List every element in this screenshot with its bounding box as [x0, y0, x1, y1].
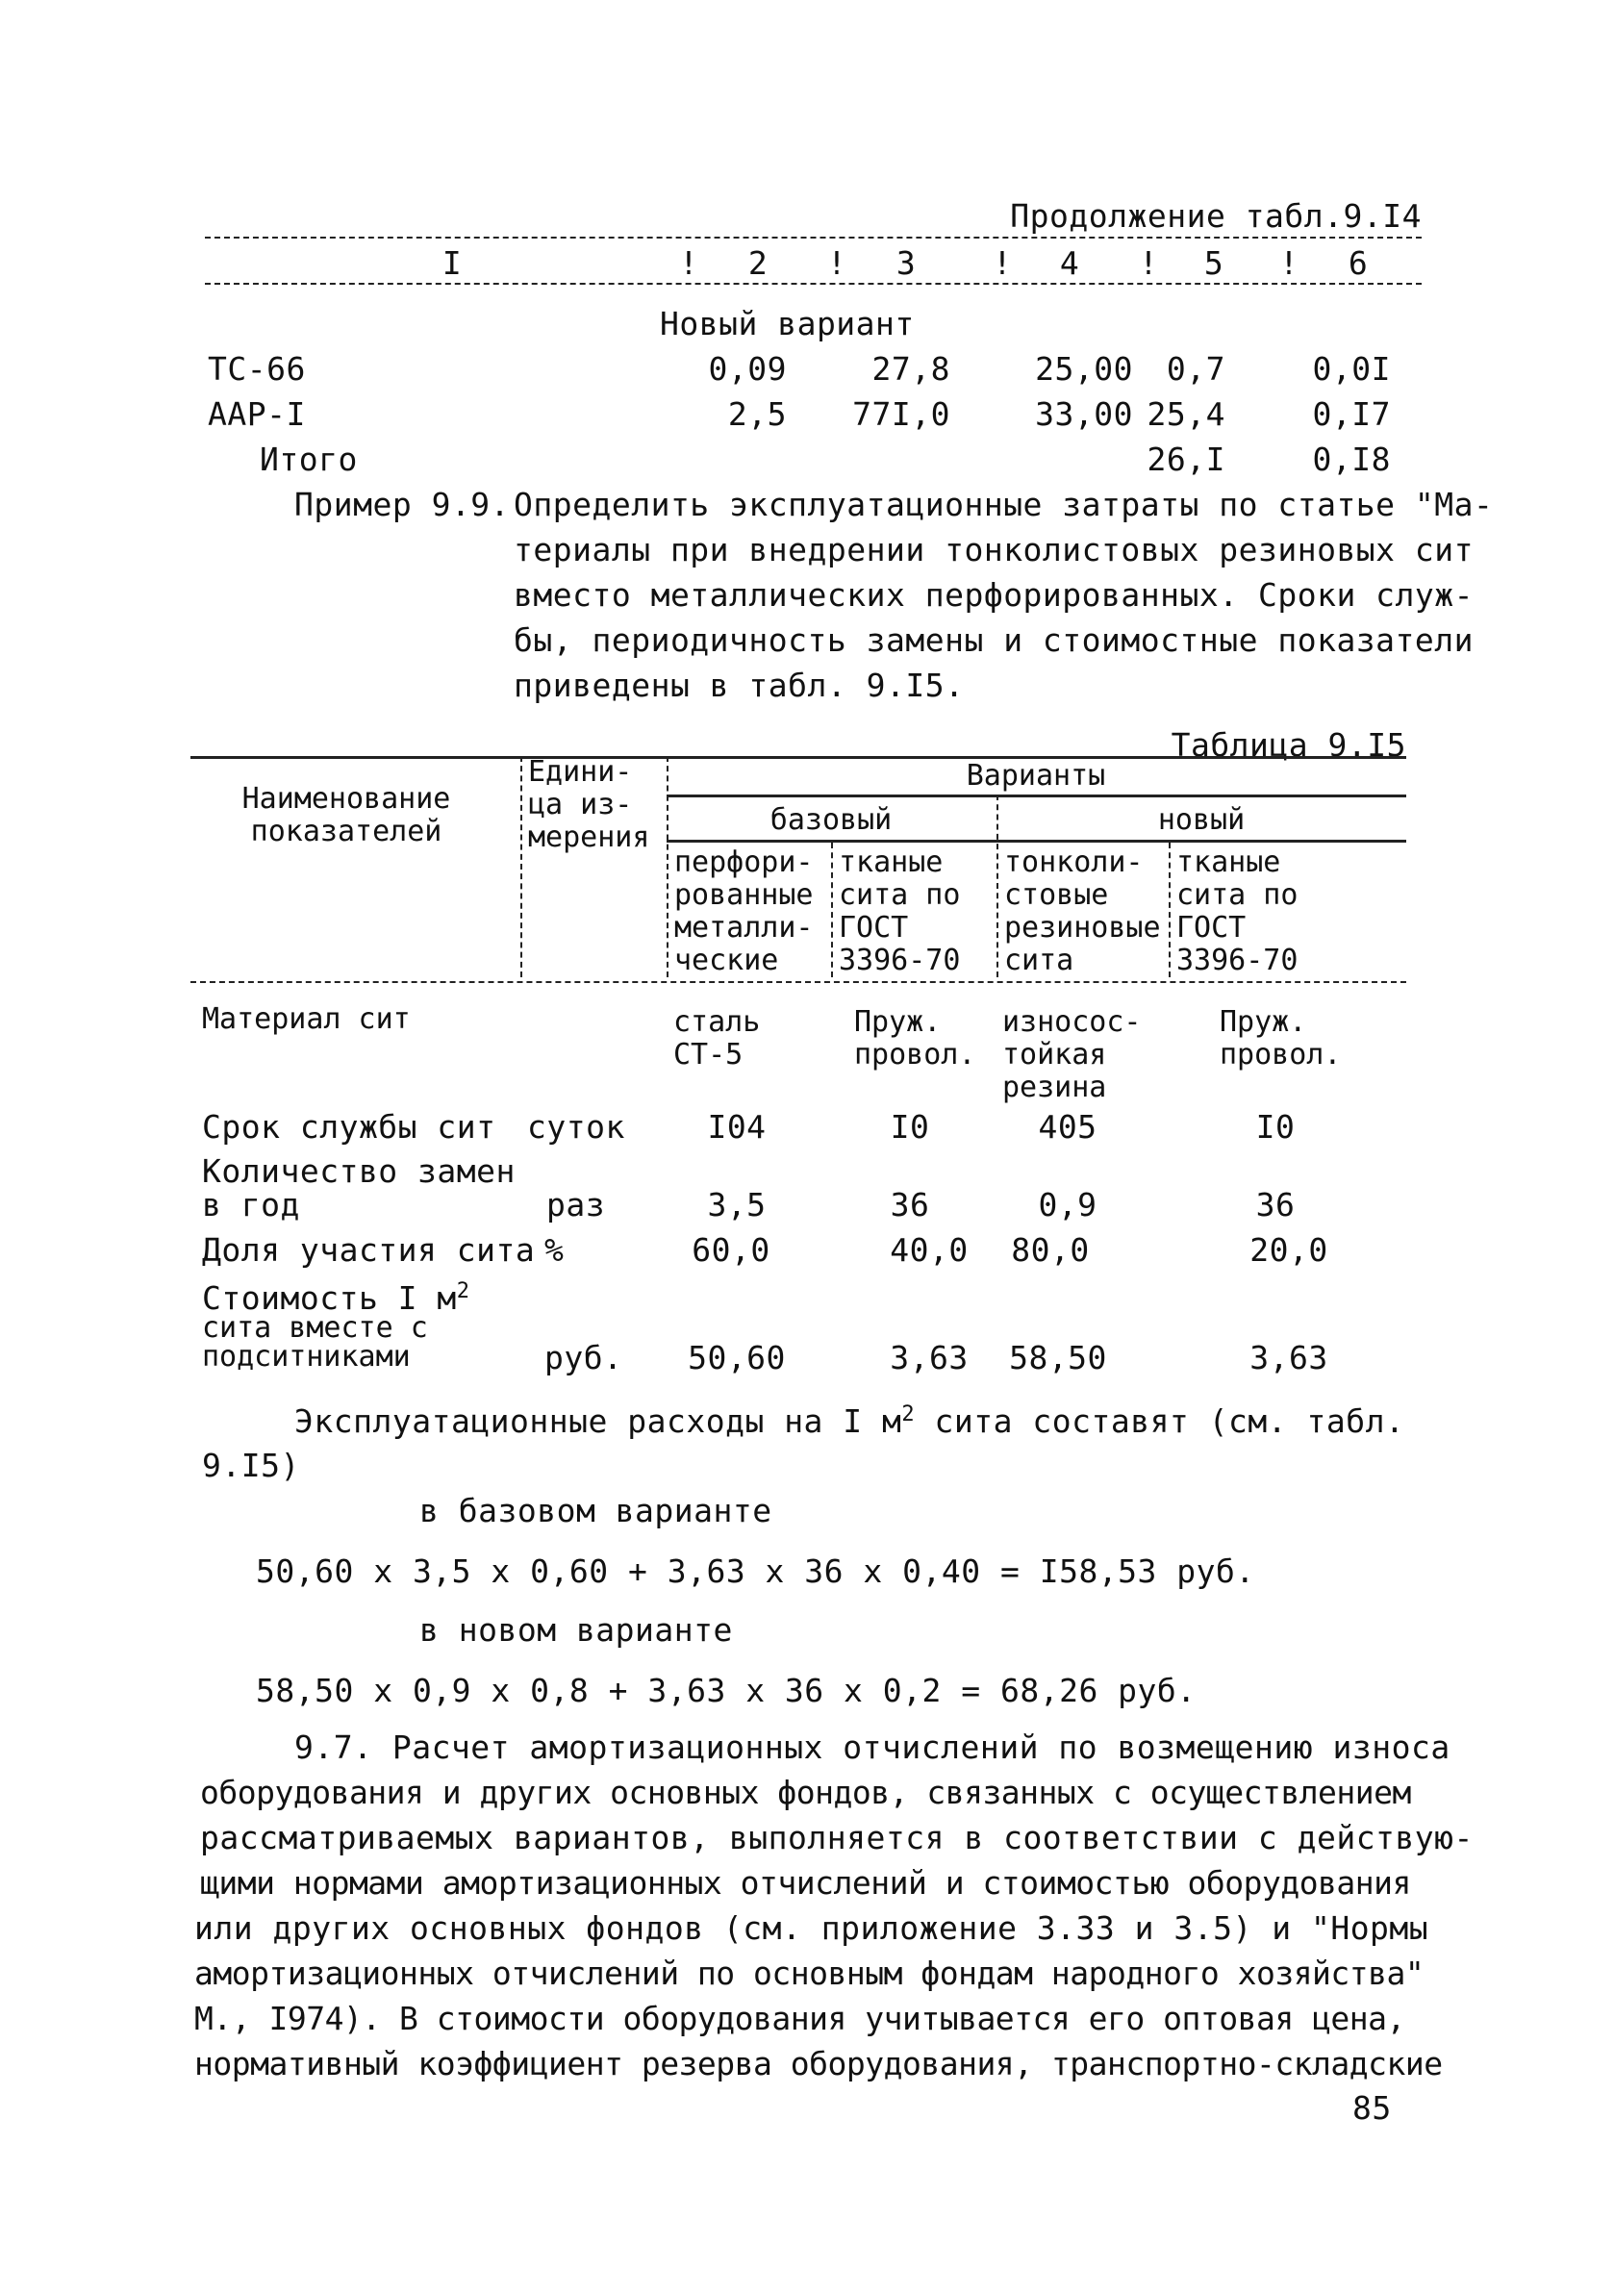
- example-line: Определить эксплуатационные затраты по статье "Ма-: [514, 486, 1494, 523]
- cell-value: 0,7: [1166, 350, 1225, 388]
- total-value: 0,I8: [1312, 441, 1391, 478]
- calc-new-formula: 58,50 х 0,9 х 0,8 + 3,63 х 36 х 0,2 = 68,26 руб.: [256, 1672, 1197, 1709]
- cell-value: 77I,0: [852, 395, 950, 433]
- calc-intro-ref: 9.I5): [202, 1447, 300, 1484]
- variants-rule: [667, 795, 1406, 797]
- calc-base-formula: 50,60 х 3,5 х 0,60 + 3,63 х 36 х 0,40 = I58,53 руб.: [256, 1552, 1255, 1590]
- cell-value: 405: [1038, 1108, 1097, 1146]
- cell-value: 25,00: [1035, 350, 1133, 388]
- cell-value: 60,0: [692, 1231, 770, 1269]
- table-header-rule: [205, 283, 1422, 285]
- header-unit: Едини- ца из- мерения: [528, 755, 650, 854]
- paragraph-line: рассматриваемых вариантов, выполняется в соответствии с действую-: [200, 1819, 1474, 1856]
- table-header-rule: [190, 981, 1406, 983]
- cell-value: 0,I7: [1312, 395, 1391, 433]
- column-separator: !: [1139, 244, 1159, 282]
- cell-value: 33,00: [1035, 395, 1133, 433]
- column-separator: !: [1279, 244, 1299, 282]
- cell-value: 50,60: [688, 1339, 786, 1376]
- column-divider: [520, 756, 522, 977]
- header-col-woven-new: тканые сита по ГОСТ 3396-70: [1176, 845, 1299, 977]
- subvariants-rule: [667, 840, 1406, 843]
- cell-value: 40,0: [890, 1231, 969, 1269]
- column-divider: [831, 843, 833, 977]
- column-divider: [996, 795, 998, 977]
- header-col-woven-base: тканые сита по ГОСТ 3396-70: [839, 845, 961, 977]
- cell-value: 58,50: [1009, 1339, 1107, 1376]
- total-value: 26,I: [1147, 441, 1225, 478]
- section-label: Новый вариант: [660, 305, 915, 342]
- row-label: подситниками: [202, 1340, 411, 1374]
- column-header-3: 3: [895, 244, 917, 282]
- cell-material: Пруж. провол.: [1220, 1005, 1342, 1072]
- row-label: в год: [202, 1186, 300, 1224]
- paragraph-line: или других основных фондов (см. приложение 3.33 и 3.5) и "Нормы: [194, 1909, 1429, 1947]
- cell-value: 25,4: [1147, 395, 1225, 433]
- row-name: ТС-66: [208, 350, 306, 388]
- example-line: приведены в табл. 9.I5.: [514, 667, 965, 704]
- cell-value: 2,5: [727, 395, 787, 433]
- header-new: новый: [1157, 803, 1246, 837]
- calc-base-label: в базовом варианте: [419, 1492, 772, 1529]
- total-label: Итого: [260, 441, 358, 478]
- cell-value: 0,0I: [1312, 350, 1391, 388]
- header-name: Наименование показателей: [241, 782, 451, 848]
- cell-value: I04: [707, 1108, 767, 1146]
- example-line: териалы при внедрении тонколистовых резиновых сит: [514, 531, 1475, 568]
- header-base: базовый: [769, 803, 893, 837]
- calc-new-label: в новом варианте: [419, 1611, 733, 1649]
- column-divider: [1169, 843, 1171, 977]
- table-continuation-title: Продолжение табл.9.I4: [1010, 197, 1422, 235]
- column-header-5: 5: [1203, 244, 1224, 282]
- row-name: ААР-I: [208, 395, 306, 433]
- cell-value: 36: [890, 1186, 930, 1224]
- paragraph-line: М., I974). В стоимости оборудования учитывается его оптовая цена,: [194, 2000, 1405, 2037]
- cell-value: I0: [890, 1108, 930, 1146]
- cell-material: Пруж. провол.: [854, 1005, 976, 1072]
- cell-value: 0,9: [1038, 1186, 1097, 1224]
- cell-material: износос- тойкая резина: [1002, 1005, 1142, 1104]
- row-unit: суток: [527, 1108, 625, 1146]
- row-label: Доля участия сита: [202, 1231, 536, 1269]
- cell-value: 20,0: [1249, 1231, 1328, 1269]
- row-label: сита вместе с: [202, 1311, 428, 1345]
- header-variants: Варианты: [966, 759, 1106, 793]
- column-header-6: 6: [1348, 244, 1369, 282]
- column-separator: !: [993, 244, 1013, 282]
- row-label-material: Материал сит: [202, 1002, 411, 1036]
- column-header-1: I: [441, 244, 463, 282]
- column-header-2: 2: [747, 244, 769, 282]
- cell-value: 36: [1255, 1186, 1296, 1224]
- column-separator: !: [827, 244, 847, 282]
- cell-value: 3,5: [707, 1186, 767, 1224]
- example-line: вместо металлических перфорированных. Сроки служ-: [514, 576, 1475, 614]
- paragraph-line: щими нормами амортизационных отчислений и стоимостью оборудования: [200, 1864, 1411, 1902]
- cell-value: 80,0: [1011, 1231, 1090, 1269]
- cell-material: сталь СТ-5: [673, 1005, 761, 1072]
- table-top-rule: [190, 756, 1406, 759]
- cell-value: 27,8: [871, 350, 950, 388]
- paragraph-line: нормативный коэффициент резерва оборудования, транспортно-складские: [194, 2045, 1443, 2082]
- cell-value: 3,63: [890, 1339, 969, 1376]
- example-line: бы, периодичность замены и стоимостные показатели: [514, 621, 1475, 659]
- paragraph-line: амортизационных отчислений по основным фондам народного хозяйства": [194, 1955, 1425, 1992]
- example-label: Пример 9.9.: [294, 486, 511, 523]
- row-unit: %: [544, 1231, 565, 1269]
- row-label: Срок службы сит: [202, 1108, 496, 1146]
- row-label: Стоимость I $м^2$: [202, 1279, 470, 1317]
- paragraph-line: оборудования и других основных фондов, связанных с осуществлением: [200, 1774, 1411, 1811]
- cell-value: 0,09: [708, 350, 787, 388]
- page-number: 85: [1352, 2089, 1392, 2127]
- table-top-rule: [205, 237, 1422, 239]
- column-header-4: 4: [1059, 244, 1080, 282]
- cell-value: 3,63: [1249, 1339, 1328, 1376]
- column-separator: !: [679, 244, 699, 282]
- row-unit: руб.: [544, 1339, 623, 1376]
- header-col-rubber: тонколи- стовые резиновые сита: [1004, 845, 1161, 977]
- column-divider: [667, 756, 668, 977]
- calc-intro: Эксплуатационные расходы на I $м^2$ сита составят (см. табл.: [294, 1402, 1405, 1440]
- paragraph-line: 9.7. Расчет амортизационных отчислений по возмещению износа: [294, 1728, 1450, 1766]
- cell-value: I0: [1255, 1108, 1296, 1146]
- row-unit: раз: [546, 1186, 606, 1224]
- table-title: Таблица 9.I5: [1171, 726, 1406, 764]
- row-label: Количество замен: [202, 1152, 516, 1190]
- header-col-perforated: перфори- рованные металли- ческие: [674, 845, 814, 977]
